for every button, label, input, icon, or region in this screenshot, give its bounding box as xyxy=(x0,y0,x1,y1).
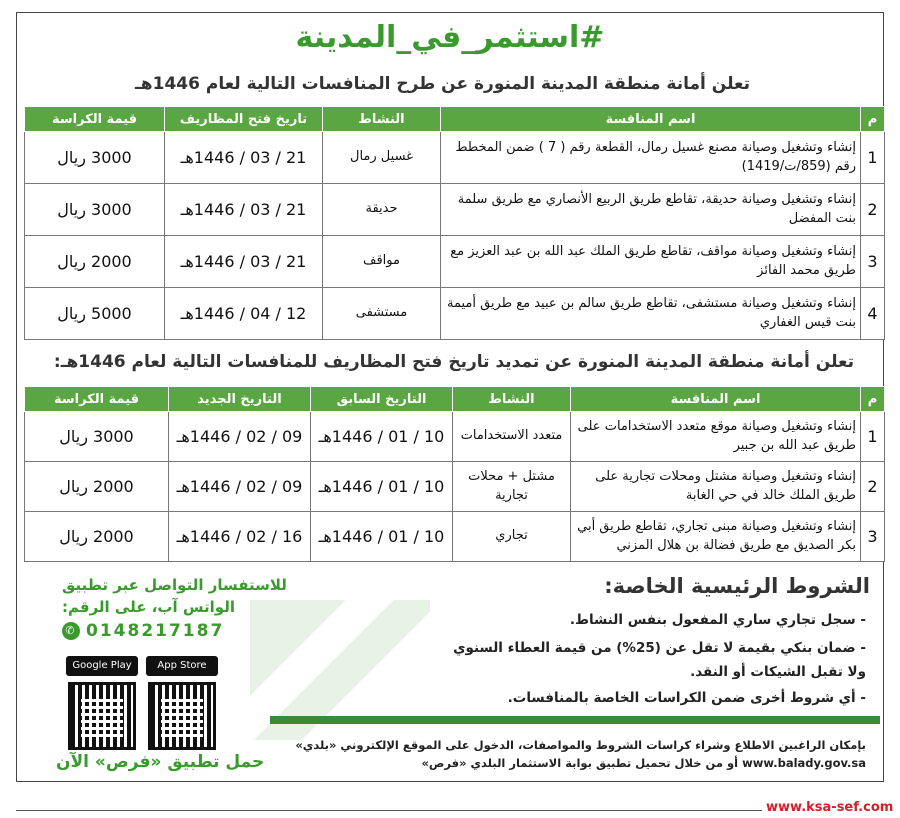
google-play-badge[interactable]: Google Play xyxy=(66,656,138,676)
app-store-badge[interactable]: App Store xyxy=(146,656,218,676)
tender-activity: مواقف xyxy=(323,236,441,288)
whatsapp-phone xyxy=(62,621,224,641)
row-number: 2 xyxy=(861,184,885,236)
tender-activity: غسيل رمال xyxy=(323,132,441,184)
table-row xyxy=(25,236,885,288)
new-date: 09 / 02 / 1446هـ xyxy=(169,462,311,512)
booklet-price: 2000 ريال xyxy=(25,512,169,562)
row-number: 4 xyxy=(861,288,885,340)
header-activity: النشاط xyxy=(323,107,441,132)
tender-activity: تجاري xyxy=(453,512,571,562)
tender-activity: متعدد الاستخدامات xyxy=(453,412,571,462)
app-caption: حمل تطبيق «فرص» الآن xyxy=(56,752,265,772)
tender-name: إنشاء وتشغيل وصيانة مواقف، تقاطع طريق الملك عبد الله بن عبد العزيز مع طريق محمد الفائز xyxy=(441,236,861,288)
extension-table xyxy=(24,386,885,562)
previous-date: 10 / 01 / 1446هـ xyxy=(311,462,453,512)
header-booklet-price: قيمة الكراسة xyxy=(25,107,165,132)
qr-code-icon xyxy=(148,682,216,750)
row-number: 1 xyxy=(861,132,885,184)
header-opening-date: تاريخ فتح المظاريف xyxy=(165,107,323,132)
tender-name: إنشاء وتشغيل وصيانة مشتل ومحلات تجارية على طريق الملك خالد في حي الغابة xyxy=(571,462,861,512)
term-item: - ضمان بنكي بقيمة لا تقل عن (25%) من قيمة العطاء السنوي xyxy=(453,640,866,656)
booklet-price: 3000 ريال xyxy=(25,412,169,462)
tender-name: إنشاء وتشغيل وصيانة موقع متعدد الاستخدامات على طريق عبد الله بن جبير xyxy=(571,412,861,462)
booklet-price: 2000 ريال xyxy=(25,236,165,288)
footer-line-1: بإمكان الراغبين الاطلاع وشراء كراسات الشروط والمواصفات، الدخول على الموقع الإلكتروني «بلدي» xyxy=(295,738,866,752)
new-date: 16 / 02 / 1446هـ xyxy=(169,512,311,562)
booklet-price: 3000 ريال xyxy=(25,184,165,236)
header-number: م xyxy=(861,107,885,132)
term-item: - أي شروط أخرى ضمن الكراسات الخاصة بالمنافسات. xyxy=(507,690,866,706)
header-activity: النشاط xyxy=(453,387,571,412)
contact-line-1: للاستفسار التواصل عبر تطبيق xyxy=(62,576,287,594)
row-number: 2 xyxy=(861,462,885,512)
opening-date: 21 / 03 / 1446هـ xyxy=(165,132,323,184)
terms-title: الشروط الرئيسية الخاصة: xyxy=(604,574,870,598)
qr-code-icon xyxy=(68,682,136,750)
table-row xyxy=(25,412,885,462)
booklet-price: 2000 ريال xyxy=(25,462,169,512)
table-row xyxy=(25,132,885,184)
tender-name: إنشاء وتشغيل وصيانة مبنى تجاري، تقاطع طريق أبي بكر الصديق مع طريق فضالة بن هلال المزني xyxy=(571,512,861,562)
whatsapp-icon: ✆ xyxy=(62,622,80,640)
footer-line-2: www.balady.gov.sa أو من خلال تحميل تطبيق بوابة الاستثمار البلدي «فرص» xyxy=(421,756,866,770)
hashtag-title: #استثمر_في_المدينة xyxy=(295,20,605,55)
previous-date: 10 / 01 / 1446هـ xyxy=(311,512,453,562)
row-number: 3 xyxy=(861,236,885,288)
announcement-2: تعلن أمانة منطقة المدينة المنورة عن تمديد تاريخ فتح المظاريف للمنافسات التالية لعام 1446هـ: xyxy=(53,352,854,372)
table-row xyxy=(25,184,885,236)
tender-activity: مستشفى xyxy=(323,288,441,340)
row-number: 3 xyxy=(861,512,885,562)
tender-name: إنشاء وتشغيل وصيانة مستشفى، تقاطع طريق سالم بن عبيد مع طريق أميمة بنت قيس الغفاري xyxy=(441,288,861,340)
table-row xyxy=(25,462,885,512)
contact-line-2: الواتس آب، على الرقم: xyxy=(62,598,235,616)
booklet-price: 3000 ريال xyxy=(25,132,165,184)
tender-activity: حديقة xyxy=(323,184,441,236)
page-rule xyxy=(16,810,884,811)
source-watermark[interactable]: www.ksa-sef.com xyxy=(762,800,897,815)
tender-name: إنشاء وتشغيل وصيانة حديقة، تقاطع طريق الربيع الأنصاري مع طريق سلمة بنت المفضل xyxy=(441,184,861,236)
booklet-price: 5000 ريال xyxy=(25,288,165,340)
opening-date: 21 / 03 / 1446هـ xyxy=(165,236,323,288)
divider-bar xyxy=(270,716,880,724)
header-new-date: التاريخ الجديد xyxy=(169,387,311,412)
previous-date: 10 / 01 / 1446هـ xyxy=(311,412,453,462)
header-previous-date: التاريخ السابق xyxy=(311,387,453,412)
header-number: م xyxy=(861,387,885,412)
header-tender-name: اسم المنافسة xyxy=(441,107,861,132)
term-item: - سجل تجاري ساري المفعول بنفس النشاط. xyxy=(569,612,866,628)
header-booklet-price: قيمة الكراسة xyxy=(25,387,169,412)
opening-date: 12 / 04 / 1446هـ xyxy=(165,288,323,340)
header-tender-name: اسم المنافسة xyxy=(571,387,861,412)
phone-number: 0148217187 xyxy=(86,621,225,641)
announcement-1: تعلن أمانة منطقة المدينة المنورة عن طرح المنافسات التالية لعام 1446هـ xyxy=(135,74,750,94)
table-row xyxy=(25,512,885,562)
table-row xyxy=(25,288,885,340)
tender-name: إنشاء وتشغيل وصيانة مصنع غسيل رمال، القطعة رقم ( 7 ) ضمن المخطط رقم (859/ت/1419) xyxy=(441,132,861,184)
tender-activity: مشتل + محلات تجارية xyxy=(453,462,571,512)
term-item: ولا تقبل الشيكات أو النقد. xyxy=(690,664,866,680)
tenders-table xyxy=(24,106,885,340)
new-date: 09 / 02 / 1446هـ xyxy=(169,412,311,462)
row-number: 1 xyxy=(861,412,885,462)
opening-date: 21 / 03 / 1446هـ xyxy=(165,184,323,236)
